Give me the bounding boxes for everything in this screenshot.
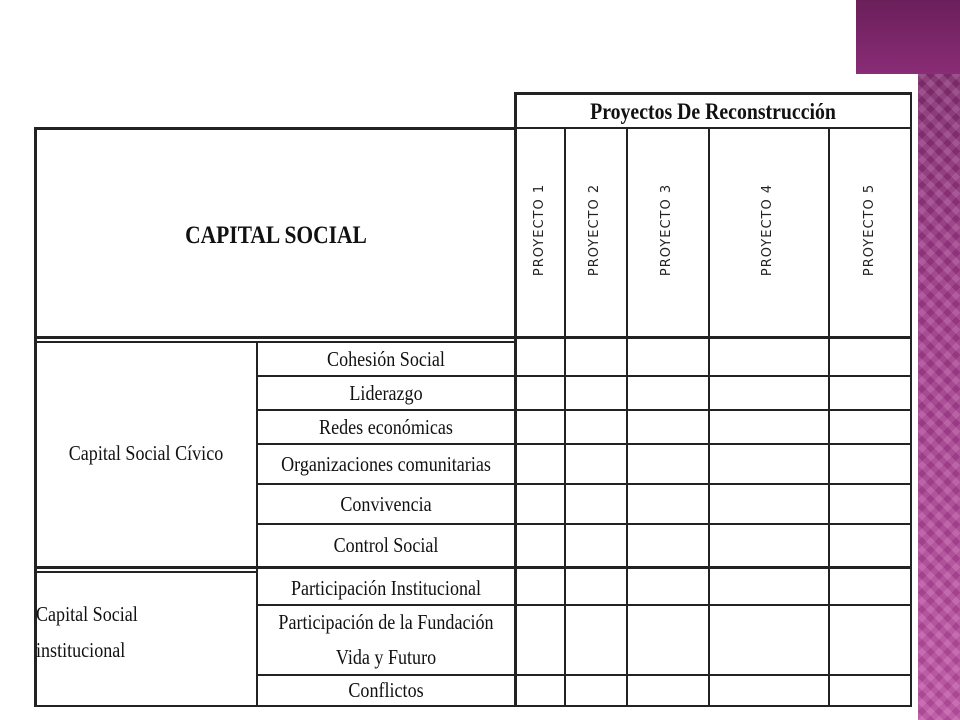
row-label: Convivencia xyxy=(340,492,432,516)
table-border xyxy=(708,129,710,706)
table-border xyxy=(514,92,517,706)
table-border xyxy=(34,566,912,569)
column-header-proyecto-4: PROYECTO 4 xyxy=(760,183,775,277)
header-group-title: Proyectos De Reconstrucción xyxy=(590,99,836,124)
row-label: Control Social xyxy=(333,533,439,557)
row-label: Participación Institucional xyxy=(290,576,482,600)
group-label-institucional-line2: institucional xyxy=(36,638,126,662)
table-border xyxy=(910,92,912,706)
group-label-institucional-line1: Capital Social xyxy=(36,602,138,626)
column-header-proyecto-5: PROYECTO 5 xyxy=(862,183,877,277)
row-label: Vida y Futuro xyxy=(335,645,437,669)
table-border xyxy=(34,127,516,130)
row-label: Liderazgo xyxy=(349,381,423,405)
table-border xyxy=(34,571,258,573)
group-label-civico: Capital Social Cívico xyxy=(68,441,224,465)
column-header-proyecto-2: PROYECTO 2 xyxy=(587,183,602,277)
row-label: Cohesión Social xyxy=(327,347,445,371)
table-border xyxy=(514,127,912,129)
table-border xyxy=(34,336,912,339)
table-border xyxy=(514,92,912,95)
column-header-proyecto-3: PROYECTO 3 xyxy=(659,183,674,277)
row-label: Conflictos xyxy=(348,678,424,702)
corner-title: CAPITAL SOCIAL xyxy=(185,222,367,249)
decorative-side-strip xyxy=(918,0,960,720)
table-border xyxy=(828,129,830,706)
table-border xyxy=(34,705,912,707)
column-header-proyecto-1: PROYECTO 1 xyxy=(532,183,547,277)
row-label: Redes económicas xyxy=(319,415,453,439)
row-label: Participación de la Fundación xyxy=(278,610,494,634)
table-border xyxy=(564,129,566,706)
decorative-top-block xyxy=(856,0,960,74)
table-border xyxy=(626,129,628,706)
row-label: Organizaciones comunitarias xyxy=(281,452,491,476)
